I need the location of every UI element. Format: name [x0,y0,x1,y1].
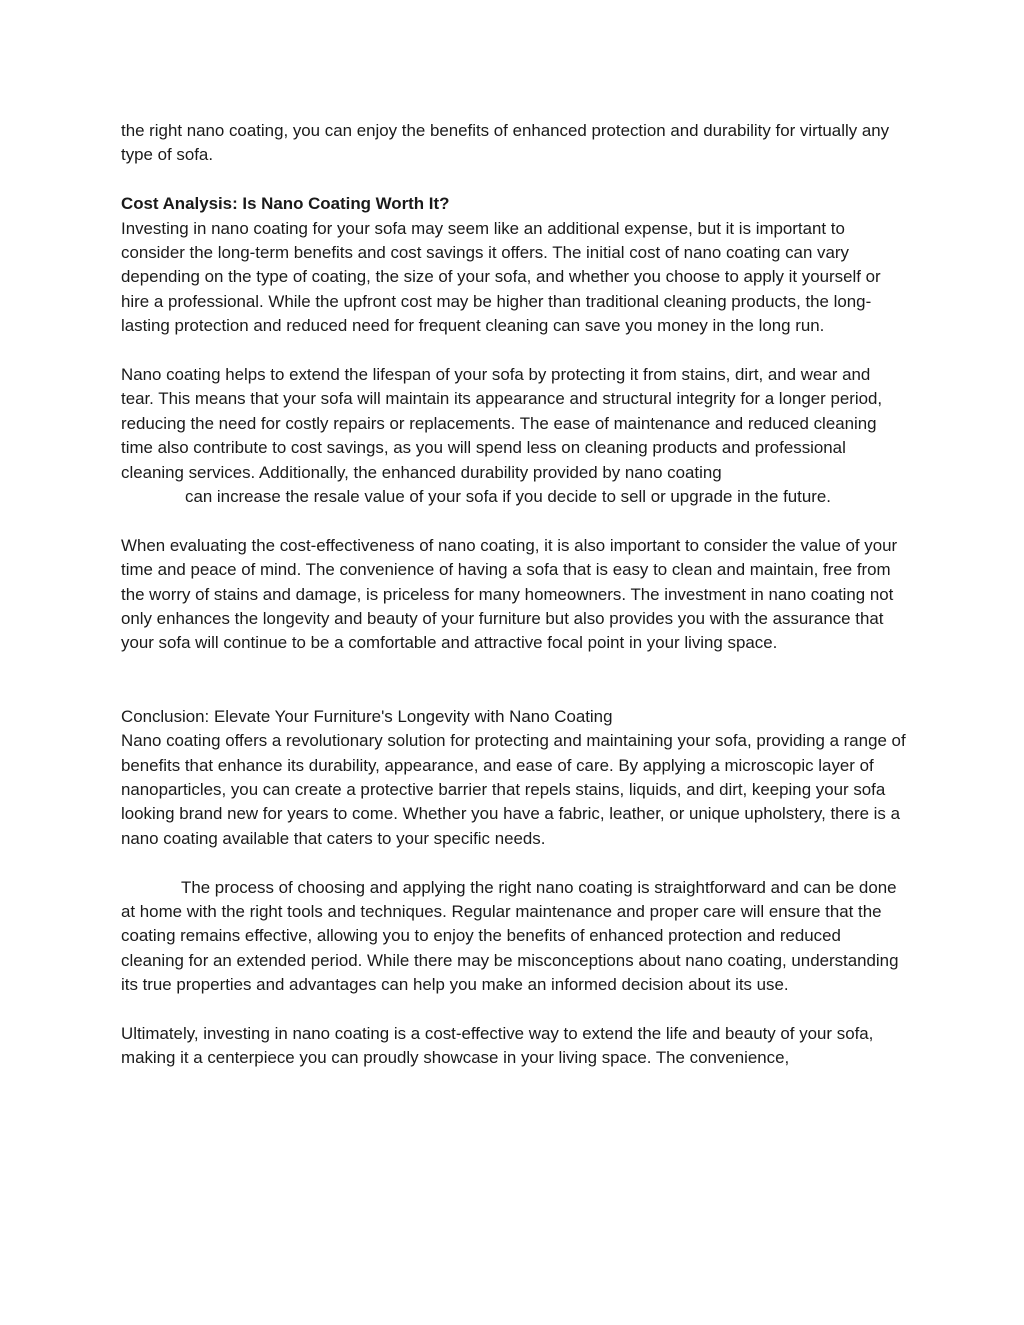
spacer [121,656,907,705]
paragraph-lifespan: Nano coating helps to extend the lifespan of your sofa by protecting it from stains, dirt, and wear and tear. This means that your sofa will maintain its appearance and structural integrity for a longer period, reducing the need for costly repairs or replacements. The ease of maintenance and reduced cleaning time also contribute to cost savings, as you will spend less on cleaning products and professional cleaning services. Additionally, the enhanced durability provided by nano coating [121,365,883,482]
heading-conclusion: Conclusion: Elevate Your Furniture's Longevity with Nano Coating [121,706,613,726]
paragraph-ultimately: Ultimately, investing in nano coating is a cost-effective way to extend the life and beauty of your sofa, making it a centerpiece you can proudly showcase in your living space. The convenience, [121,1023,874,1068]
paragraph-process: The process of choosing and applying the right nano coating is straightforward and can be done at home with the right tools and techniques. Regular maintenance and proper care will ensure that the coating remains effective, allowing you to enjoy the benefits of enhanced protection and reduced cleaning for an extended period. While there may be misconceptions about nano coating, understanding its true properties and advantages can help you make an informed decision about its use. [121,877,899,995]
spacer [121,509,907,533]
paragraph-conclusion-summary: Nano coating offers a revolutionary solution for protecting and maintaining your sofa, providing a range of benefits that enhance its durability, appearance, and ease of care. By applying a microscopic layer of nanoparticles, you can create a protective barrier that repels stains, liquids, and dirt, keeping your sofa looking brand new for years to come. Whether you have a fabric, leather, or unique upholstery, there is a nano coating available that caters to your specific needs. [121,731,906,848]
spacer [121,851,907,875]
spacer [121,168,907,192]
paragraph-cost-investment: Investing in nano coating for your sofa may seem like an additional expense, but it is important to consider the long-term benefits and cost savings it offers. The initial cost of nano coating can vary depending on the type of coating, the size of your sofa, and whether you choose to apply it yourself or hire a professional. While the upfront cost may be higher than traditional cleaning products, the long-lasting protection and reduced need for frequent cleaning can save you money in the long run. [121,218,881,336]
spacer [121,339,907,363]
document-page [121,119,907,1071]
paragraph-cost-effectiveness: When evaluating the cost-effectiveness of nano coating, it is also important to consider the value of your time and peace of mind. The convenience of having a sofa that is easy to clean and maintain, free from the worry of stains and damage, is priceless for many homeowners. The investment in nano coating not only enhances the longevity and beauty of your furniture but also provides you with the assurance that your sofa will continue to be a comfortable and attractive focal point in your living space. [121,535,898,653]
paragraph-lifespan-continued: can increase the resale value of your sofa if you decide to sell or upgrade in the future. [185,487,831,507]
paragraph-intro: the right nano coating, you can enjoy the benefits of enhanced protection and durability for virtually any type of sofa. [121,121,890,165]
heading-cost-analysis: Cost Analysis: Is Nano Coating Worth It? [121,194,450,214]
spacer [121,998,907,1022]
